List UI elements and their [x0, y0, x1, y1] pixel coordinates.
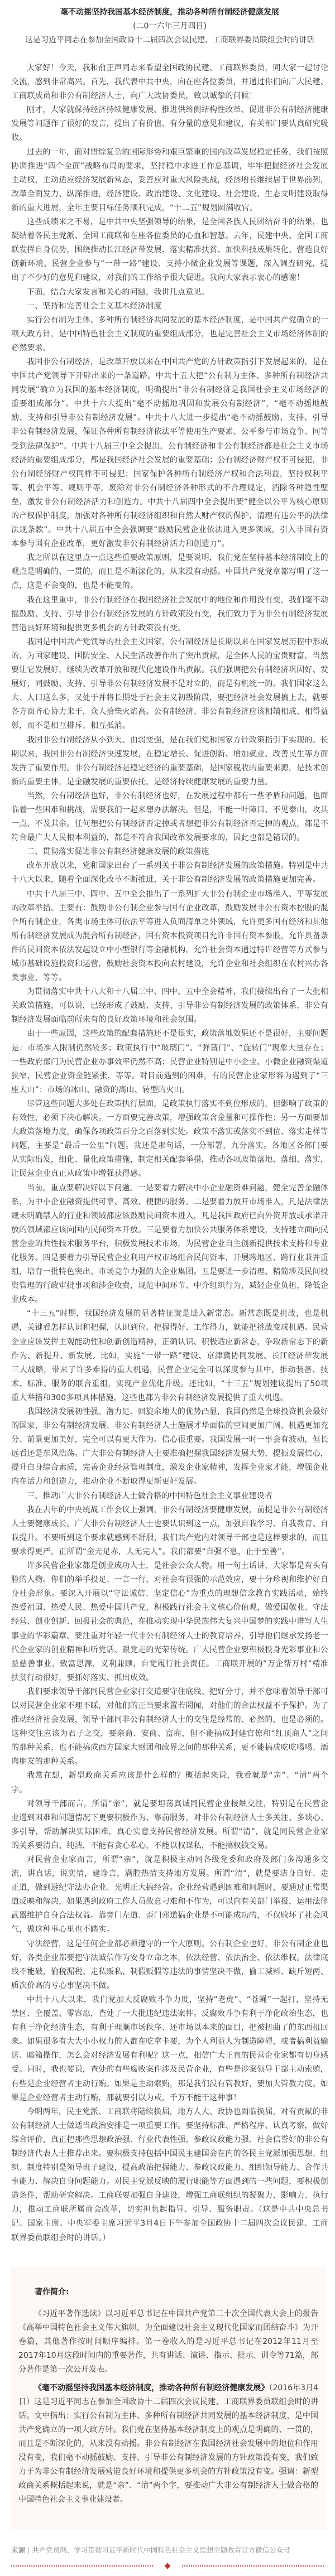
intro-work-summary: （2016年3月4日）这是习近平同志在参加全国政协十二届四次会议民建、工商联界委员联组会时的讲话。文中指出：实行公有制为主体、多种所有制经济共同发展的基本经济制度，是中国共产党确立的一项大政方针。我们党在坚持基本经济制度上的观点是明确的、一贯的，而且是不断深化的，从来没有动摇。非公有制经济在我国经济社会发展中的地位和作用没有变，我们毫不动摇鼓励、支持、引导非公有制经济发展的方针政策没有变，我们致力于为非公有制经济发展营造良好环境和提供更多机会的方针政策没有变。强调：新型政商关系概括起来说，就是“亲”、“清”两个字，要推动广大非公有制经济人士做合格的中国特色社会主义事业建设者。	[18, 2383, 318, 2504]
article-paragraph: 我国是中国共产党领导的社会主义国家，公有制经济是长期以来在国家发展历程中形成的，为国家建设、国防安全、人民生活改善作出了突出贡献，是全体人民的宝贵财富，当然要让它发展好，继续为改革开放和现代化建设作出贡献。我们强调把公有制经济巩固好、发展好，同鼓励、支持、引导非公有制经济发展不是对立的，而是有机统一的。我们国家这么大、人口这么多，又处于并将长期处于社会主义初级阶段，要把经济社会发展搞上去，就要各方面齐心协力来干，众人拾柴火焰高。公有制经济、非公有制经济应该相辅相成、相得益彰，而不是相互排斥、相互抵消。	[11, 637, 328, 731]
article-paragraph: 对民营企业家而言，所谓“亲”，就是积极主动同各级党委和政府及部门多沟通多交流，讲真话，说实情，建诤言，满腔热情支持地方发展。所谓“清”，就是要洁身自好、走正道，做到遵纪守法办企业、光明正大搞经营。企业经营遇到困难和问题时，要通过正常渠道反映和解决，如果遇到政府工作人员故意刁难和不作为，可以向有关部门举报，运用法律武器维护自身合法权益。靠旁门左道、歪门邪道搞企业是不可能成功的，不仅败坏了社会风气，做这种事心里也不踏实。	[11, 1855, 328, 1935]
article-paragraph: 实行公有制为主体、多种所有制经济共同发展的基本经济制度，是中国共产党确立的一项大政方针，是中国特色社会主义制度的重要组成部分，也是完善社会主义市场经济体制的必然要求。	[11, 315, 328, 353]
article-paragraph: 中共十八届三中、四中、五中全会推出了一系列扩大非公有制企业市场准入、平等发展的改革举措。主要有：鼓励非公有制企业参与国有企业改革，鼓励发展非公有资本控股的混合所有制企业，各类市场主体可依法平等进入负面清单之外领域，允许更多国有经济和其他所有制经济发展成为混合所有制经济，国有资本投资项目允许非国有资本参股，允许具备条件的民间资本依法发起设立中小型银行等金融机构，允许社会资本通过特许经营等方式参与城市基础设施投资和运营，鼓励社会资本投向农村建设，允许企业和社会组织在农村兴办各类事业，等等。	[11, 889, 328, 983]
article-paragraph: 今明两年，民主党派、工商联将陆续换届，地方人大、政协也面临换届，对有贡献的非公有制经济人士做适当政治安排是一项重要工作。要坚持标准、严格程序、认真考察，做好综合评价，真正把那些思想政治强、行业代表性强、参政议政能力强、社会信誉好的非公有制经济代表人士推荐出来。要积极支持包括中国民主建国会在内的各民主党派加强思想、组织、制度特别是领导班子建设，提高政治把握能力、参政议政能力、组织领导能力、合作共事能力、解决自身问题能力。对民主党派反映的履行职能等方面遇到的一些问题，要积极创造条件，帮助研究解决。工商联要加强自身建设，增强工商联组织的凝聚力、影响力、执行力，推动工商联所属商会改革，切实担负起指导、引导、服务职责。（这是中共中央总书记、国家主席、中央军委主席习近平3月4日下午参加全国政协十二届四次会议民建、工商联界委员联组会时的讲话。）	[11, 2107, 328, 2242]
article-paragraph: 大家好！今天，我和俞正声同志来看望全国政协民建、工商联界委员，同大家一起讨论交流，感到非常高兴。首先，我代表中共中央，向在座各位委员，并通过你们向广大民建、工商联成员和非公有制经济人士，向广大政协委员，致以诚挚的问候！	[11, 64, 328, 101]
article-paragraph: 我常在想，新型政商关系应该是什么样的？概括起来说，我看就是“亲”、“清”两个字。	[11, 1771, 328, 1794]
article-paragraph: 下面，结合大家发言和关心的问题，我讲几点意见。	[27, 287, 209, 297]
article-paragraph: 中共十八大以来，我们党加大反腐败斗争力度，坚持“老虎”、“苍蝇”一起打，坚持无禁区、全覆盖、零容忍，查处了一大批违纪违法案件。反腐败斗争有利于净化政治生态，也有利于净化经济生态，有利于理顺市场秩序、还市场以本来的面目，把被扭曲了的东西扭回来。如果很多有大大小小权力的人都在吃拿卡要，为个人利益人为制造障碍，或者搞利益输送、暗箱操作，怎么会对经济发展有利呢？这一点，相信广大正直的民营企业家都有切身感受。同时，我也要说，查处的有些腐败案件涉及民营企业，有些是涉案领导干部主动索贿，有些是企业经营者主动行贿。如果是主动索贿，那是我们没有管教好，要加大管教力度。如果是企业经营者主动行贿，那就要引以为戒，千万不能干这种事！	[11, 1995, 328, 2102]
article-paragraph: 二、贯彻落实促进非公有制经济健康发展的政策措施	[27, 847, 209, 857]
article-paragraph: 三、推动广大非公有制经济人士做合格的中国特色社会主义事业建设者	[27, 1491, 273, 1501]
article-paragraph: 我之所以在这里点一点这些重要政策原则，是要说明，我们党在坚持基本经济制度上的观点是明确的、一贯的，而且是不断深化的，从来没有动摇。中国共产党党章都写明了这一点，这是不会变的，也是不能变的。	[11, 553, 328, 591]
article-paragraph: 当然，公有制经济也好，非公有制经济也好，在发展过程中都有一些矛盾和问题，也面临着一些困难和挑战，需要我们一起来想办法解决。但是，不能一叶障目、不见泰山，攻其一点、不及其余。任何想把公有制经济否定掉或者想把非公有制经济否定掉的观点，都是不符合最广大人民根本利益的，都是不符合我国改革发展要求的，因此也都是错误的。	[11, 791, 328, 843]
article-body	[11, 61, 328, 2245]
article-paragraph: 我国非公有制经济，是改革开放以来在中国共产党的方针政策指引下发展起来的，是在中国共产党领导下开辟出来的一条道路。中共十五大把“公有制为主体、多种所有制经济共同发展”确立为我国的基本经济制度，明确提出“非公有制经济是我国社会主义市场经济的重要组成部分”。中共十六大提出“毫不动摇地巩固和发展公有制经济”，“毫不动摇地鼓励、支持和引导非公有制经济发展”。中共十八大进一步提出“毫不动摇鼓励、支持、引导非公有制经济发展，保证各种所有制经济依法平等使用生产要素、公平参与市场竞争、同等受到法律保护”。中共十八届三中全会提出，公有制经济和非公有制经济都是社会主义市场经济的重要组成部分，都是我国经济社会发展的重要基础；公有制经济财产权不可侵犯，非公有制经济财产权同样不可侵犯；国家保护各种所有制经济产权和合法利益，坚持权利平等、机会平等、规则平等，废除对非公有制经济各种形式的不合理规定，消除各种隐性壁垒，激发非公有制经济活力和创造力。中共十八届四中全会提出要“健全以公平为核心原则的产权保护制度，加强对各种所有制经济组织和自然人财产权的保护，清理有违公平的法律法规条款”。中共十八届五中全会强调要“鼓励民营企业依法进入更多领域，引入非国有资本参与国有企业改革，更好激发非公有制经济活力和创造力”。	[11, 357, 328, 549]
article-paragraph: 许多民营企业家都是创业成功人士，是社会公众人物。用一句土话讲，大家都是有头有脸的人物。你们的举手投足、一言一行，对社会有很强的示范效应，要十分珍视和维护好自身社会形象。要深入开展以“守法诚信、坚定信心”为重点的理想信念教育实践活动，始终热爱祖国、热爱人民、热爱中国共产党，积极践行社会主义核心价值观，做爱国敬业、守法经营、创业创新、回报社会的典范，在推动实现中华民族伟大复兴中国梦的实践中谱写人生事业的华彩篇章。要注重对年轻一代非公有制经济人士的教育培养，引导他们继承发扬老一代企业家的创业精神和听党话、跟党走的光荣传统。广大民营企业要积极投身光彩事业和公益慈善事业，致富思源，义利兼顾，自觉履行社会责任。工商联开展的“万企帮万村”精准扶贫行动很好，要抓好落实、抓出成效。	[11, 1561, 328, 1682]
intro-work-title: 《毫不动摇坚持我国基本经济制度，推动各种所有制经济健康发展》	[34, 2383, 269, 2392]
article-date: (二0一六年三月四日)	[133, 22, 207, 31]
article-paragraph: 尽管这些问题大多处在政策执行层面，是政策执行落实不到位形成的，但影响了政策的有效性，必须下决心解决。一方面要完善政策，增强政策含金量和可操作性；另一方面要加大政策落地力度，确保各项政策百分之百落到实处。政策不落实或落实不到位、落实走样等问题，主要是“最后一公里”问题。我还是那句话，一分部署，九分落实。各地区各部门要从实际出发，细化、量化政策措施，制定相关配套举措，推动各项政策落地、落细、落实，让民营企业真正从政策中增强获得感。	[11, 1099, 328, 1179]
article-paragraph: 改革开放以来，党和国家出台了一系列关于非公有制经济发展的政策措施。特别是中共十八大以来，随着全面深化改革不断推进，关于非公有制经济发展的政策措施更加完善。	[11, 861, 328, 885]
article-paragraph: 我国非公有制经济从小到大、由弱变强，是在我们党和国家方针政策指引下实现的。长期以来，我国非公有制经济快速发展，在稳定增长、促进创新、增加就业、改善民生等方面发挥了重要作用。非公有制经济是稳定经济的重要基础，是国家税收的重要来源，是技术创新的重要主体，是金融发展的重要依托，是经济持续健康发展的重要力量。	[11, 735, 328, 787]
intro-paragraph	[18, 2381, 318, 2507]
dotted-line-left	[11, 2565, 153, 2567]
dotted-line-right	[182, 2565, 324, 2567]
article-paragraph: “十三五”时期，我国经济发展的显著特征就是进入新常态。新常态既是挑战，也是机遇，关键看怎样认识和把握，认识到位、把握得好、工作得力，就能把挑战变成机遇。民营企业应该发挥主观能动性和创新创造精神，正确认识、积极适应新常态，争取新常态下的新作为、新提升、新发展。比如，实施“一带一路”建设、京津冀协同发展、长江经济带发展三大战略，带来了许多难得的重大机遇，民营企业完全可以深度参与其中，推动装备、技术、标准、服务的联合重组，实现产业优化升级。还比如，“十三五”规划建议提出了50项重大举措和300多项具体措施，这些也都为非公有制经济发展提供了重大机遇。	[11, 1309, 328, 1402]
intro-heading: 著作简介:	[35, 2287, 69, 2297]
article-paragraph: 一、坚持和完善社会主义基本经济制度	[27, 301, 162, 311]
source-separator: |	[27, 2545, 30, 2554]
article-paragraph: 刚才，大家就保持经济持续健康发展、推进供给侧结构性改革、促进非公有制经济健康发展等问题作了很好的发言，提出了有价值、有分量的意见和建议，有关部门要认真研究吸收。	[11, 105, 328, 143]
article-subtitle: 这是习近平同志在参加全国政协十二届四次会议民建、工商联界委员联组会时的讲话	[25, 36, 314, 45]
article-paragraph: 由于一些原因，这些政策的配套措施还不是很实，政策落地效果还不是很好，主要问题是：市场准入限制仍然较多；政策执行中“玻璃门”、“弹簧门”、“旋转门”现象大量存在；一些政府部门为民营企业办事效率仍然不高；民营企业特别是中小企业、小微企业融资渠道狭窄，民营企业资金链紧张，等等。对目前遇到的困难，有的民营企业家形容为遇到了“三座大山”：市场的冰山、融资的高山、转型的火山。	[11, 1029, 328, 1094]
article-title: 毫不动摇坚持我国基本经济制度，推动各种所有制经济健康发展	[60, 8, 279, 17]
book-intro-box	[11, 2266, 326, 2530]
article-paragraph: 我国经济发展韧性强、潜力足、回旋余地大的优势凸显，我国仍然是全球投资机会最好的国家，非公有制经济发展、非公有制经济人士施展才华面临的空间更加广阔、机遇更加充分、前景更加美好，完全可以有更大作为。信心很重要。我国发展一时一事会有波动，但长远看还是东风浩荡。广大非公有制经济人士要准确把握我国经济发展大势，提振发展信心，提升自身综合素质，完善企业经营管理制度，激发企业家精神，发挥企业家才能，增强企业内在活力和创造力，推动企业不断取得更新更好发展。	[11, 1407, 328, 1487]
intro-paragraph: 《习近平著作选读》以习近平总书记在中国共产党第二十次全国代表大会上的报告《高举中国特色社会主义伟大旗帜，为全面建设社会主义现代化国家而团结奋斗》为开卷篇，其他著作按时间顺序编排。第一卷收入的是习近平总书记在2012年11月至2017年10月这段时间内的重要著作，共有讲话、演讲、指示、批示、训令等71篇，部分著作是第一次公开发表。	[18, 2309, 318, 2374]
footer-divider	[11, 2564, 324, 2568]
article-paragraph: 守法经营，这是任何企业都必须遵守的一个大原则。公有制企业也好，非公有制企业也好，各类企业都要把守法诚信作为安身立命之本，依法经营、依法治企、依法维权。法律底线不能破，偷税漏税、走私贩私、制假贩假等违法的事情坚决不做，偷工减料、缺斤短两、质次价高的亏心事坚决不做。	[11, 1939, 328, 1990]
article-paragraph: 当前，重点要解决好以下问题。一是要着力解决中小企业融资难问题，健全完善金融体系，为中小企业融资提供可靠、高效、便捷的服务。二是要着力放开市场准入，凡是法律法规未明确禁入的行业和领域都应该鼓励民间资本进入，凡是我国政府已向外资开放或承诺开放的领域都应该向国内民间资本开放。三是要着力加快公共服务体系建设，支持建立面向民营企业的共性技术服务平台，积极发展技术市场，为民营企业自主创新提供技术支持和专业化服务。四是要着力引导民营企业利用产权市场组合民间资本，开展跨地区、跨行业兼并重组，培育一批特色突出、市场竞争力强的大企业集团。五是要进一步清理、精简涉及民间投资管理的行政审批事项和涉企收费，规范中间环节、中介组织行为，减轻企业负担，降低企业成本。	[11, 1183, 328, 1305]
article-paragraph: 我们要求领导干部同民营企业家打交道要守住底线、把好分寸，并不意味着领导干部可以对民营企业家不理不睬，对他们的正当要求置若罔闻，对他们的合法权益不予保护。为了推动经济社会发展，领导干部同非公有制经济人士的交往是经常的、必然的，也是必须的。这种交往应该为君子之交，要亲商、安商、富商，但不能搞成封建官僚和“红顶商人”之间的那种关系，也不能搞成西方国家大财团和政界之间的那种关系，更不能搞成吃吃喝喝、酒肉朋友的那种关系。	[11, 1687, 328, 1767]
article-paragraph: 我在去年的中央统战工作会议上强调，非公有制经济要健康发展，前提是非公有制经济人士要健康成长。广大非公有制经济人士也要认识到这一点，加强自我学习、自我教育、自我提升。不要听到这个要求就感到不舒服，我们共产党内对领导干部也是这样要求的，而且要求得更严，正所谓“金无足赤，人无完人”。我们都要“自强不息，止于至善”。	[11, 1505, 328, 1556]
article-paragraph: 这些成绩来之不易，是中共中央坚强领导的结果，是全国各族人民团结奋斗的结果，也凝结着各民主党派、全国工商联和在座各位委员的心血和智慧。去年，民建中央、全国工商联发挥自身优势，围绕推动长江经济带发展、落实精准扶贫、加快科技成果转化、营造良好创新环境、民营企业参与“一带一路”建设、支持小微企业发展等课题，深入调查研究，提出了不少好的意见和建议，对我们的工作给予很大促进。我向大家表示衷心的感谢！	[11, 218, 328, 283]
source-text: 共产党员网、学习贯彻习近平新时代中国特色社会主义思想主题教育官方微信公众号	[32, 2545, 290, 2554]
source-line	[11, 2545, 328, 2556]
article-paragraph: 对领导干部而言，所谓“亲”，就是要坦荡真诚同民营企业接触交往，特别是在民营企业遇到困难和问题情况下更要积极作为、靠前服务，对非公有制经济人士多关注、多谈心、多引导，帮助解决实际困难，真心实意支持民营经济发展。所谓“清”，就是同民营企业家的关系要清白、纯洁，不能有贪心私心，不能以权谋私，不能搞权钱交易。	[11, 1799, 328, 1850]
article-paragraph: 我在这里重申，非公有制经济在我国经济社会发展中的地位和作用没有变，我们毫不动摇鼓励、支持、引导非公有制经济发展的方针政策没有变，我们致力于为非公有制经济发展营造良好环境和提供更多机会的方针政策没有变。	[11, 595, 328, 633]
article-paragraph: 过去的一年，面对错综复杂的国际形势和艰巨繁重的国内改革发展稳定任务，我们按照协调推进“四个全面”战略布局的要求，坚持稳中求进工作总基调，牢牢把握经济社会发展主动权，主动适应经济发展新常态，妥善应对重大风险挑战，经济增长继续居于世界前列，改革全面发力、纵深推进，经济建设、政治建设、文化建设、社会建设、生态文明建设取得新的重大进展，全年主要目标任务顺利完成，“十二五”规划圆满收官。	[11, 147, 328, 213]
diamond-icon	[164, 2563, 170, 2569]
article-paragraph: 为贯彻落实中共十八大和十八届三中、四中、五中全会精神，我们接续出台了一大批相关政策措施，可以说，已经形成了鼓励、支持、引导非公有制经济发展的政策体系，非公有制经济发展面临前所未有的良好政策环境和社会氛围。	[11, 987, 328, 1025]
source-label: 来源	[11, 2545, 26, 2554]
